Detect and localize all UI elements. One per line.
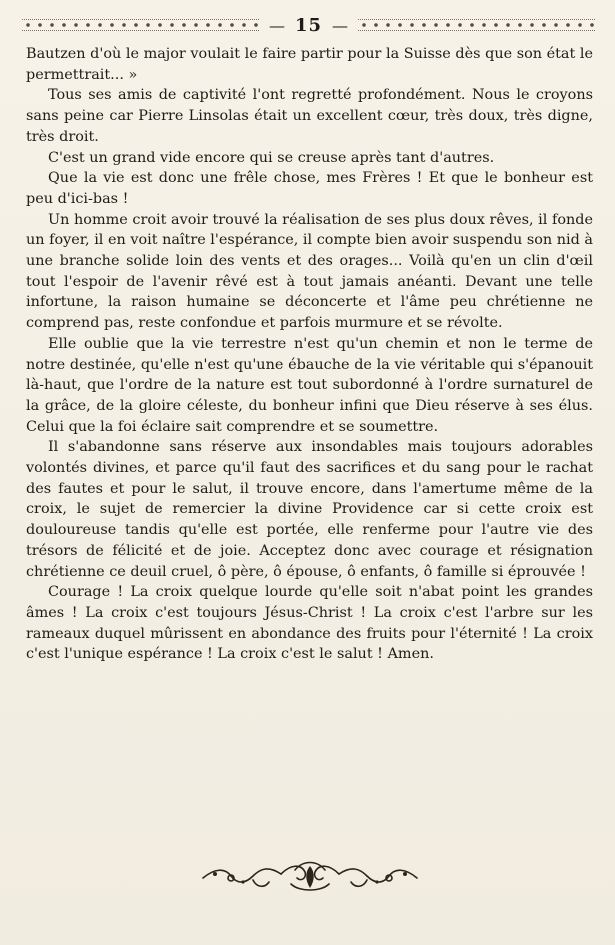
- paragraph: C'est un grand vide encore qui se creuse après tant d'autres.: [48, 149, 495, 166]
- ornamental-border-left-icon: [22, 19, 259, 31]
- page-number: 15: [294, 14, 323, 36]
- page-body: [26, 44, 593, 665]
- header-dash-right: —: [332, 15, 349, 35]
- paragraph: Elle oublie que la vie terrestre n'est qu'un chemin et non le terme de notre destinée, qu'elle n'est qu'une ébauche de la vie véritable qui s'épanouit là-haut, que l'ordre de la nature est tout subordonné à l'ordre surnaturel de la grâce, de la gloire céleste, du bonheur infini que Dieu réserve à ses élus. Celui que la foi éclaire sait comprendre et se soumettre.: [26, 335, 593, 435]
- ornamental-border-right-icon: [358, 19, 595, 31]
- paragraph: Que la vie est donc une frêle chose, mes Frères ! Et que le bonheur est peu d'ici-bas !: [26, 170, 593, 207]
- paragraph: Courage ! La croix quelque lourde qu'elle soit n'abat point les grandes âmes ! La croix c'est toujours Jésus-Christ ! La croix c'est l'arbre sur les rameaux duquel mûrissent en abondance des fruits pour l'éternité ! La croix c'est l'unique espérance ! La croix c'est le salut ! Amen.: [26, 584, 593, 663]
- paragraph: Il s'abandonne sans réserve aux insondables mais toujours adorables volontés divines, et parce qu'il faut des sacrifices et du sang pour le rachat des fautes et pour le salut, il trouve encore, dans l'amertume même de la croix, le sujet de remercier la divine Providence car si cette croix est douloureuse tandis qu'elle est portée, elle renferme pour l'autre vie des trésors de félicité et de joie. Acceptez donc avec courage et résignation chrétienne ce deuil cruel, ô père, ô épouse, ô enfants, ô famille si éprouvée !: [26, 439, 593, 580]
- header-dash-left: —: [268, 15, 285, 35]
- paragraph: Un homme croit avoir trouvé la réalisation de ses plus doux rêves, il fonde un foyer, il en voit naître l'espérance, il compte bien avoir suspendu son nid à une branche solide loin des vents et des orages... Voilà qu'en un clin d'œil tout l'espoir de l'avenir rêvé est à tout jamais anéanti. Devant une telle infortune, la raison humaine se déconcerte et l'âme peu chrétienne ne comprend pas, reste confondue et parfois murmure et se révolte.: [26, 211, 593, 332]
- fleuron-ornament-icon: [195, 858, 425, 894]
- page-header: [22, 12, 595, 38]
- paragraph: Bautzen d'où le major voulait le faire partir pour la Suisse dès que son état le permettrait... »: [26, 46, 593, 83]
- paragraph: Tous ses amis de captivité l'ont regretté profondément. Nous le croyons sans peine car Pierre Linsolas était un excellent cœur, très doux, très digne, très droit.: [26, 87, 593, 145]
